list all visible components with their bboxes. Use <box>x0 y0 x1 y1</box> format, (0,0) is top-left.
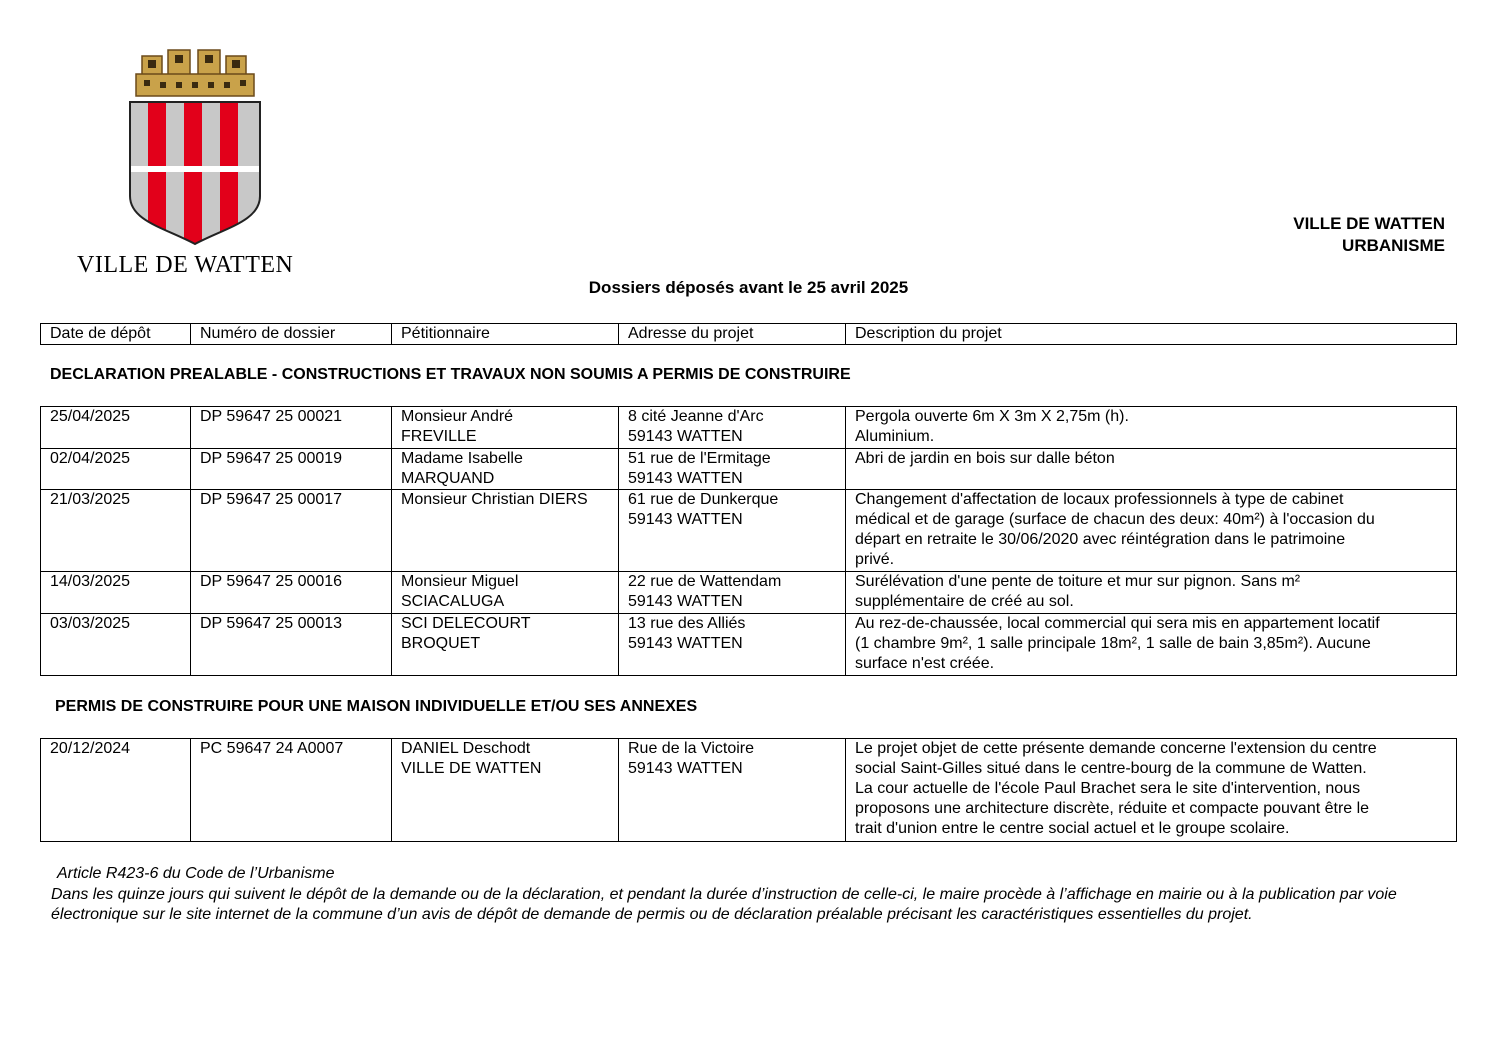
cell-address: 22 rue de Wattendam 59143 WATTEN <box>619 572 846 614</box>
cell-petitioner: Monsieur Miguel SCIACALUGA <box>392 572 619 614</box>
column-header-description: Description du projet <box>846 324 1457 345</box>
cell-dossier: DP 59647 25 00019 <box>191 449 392 490</box>
cell-description: Abri de jardin en bois sur dalle béton <box>846 449 1457 490</box>
cell-description: Au rez-de-chaussée, local commercial qui sera mis en appartement locatif (1 chambre 9m², 1 salle principale 18m², 1 salle de bain 3,85m²). Aucune surface n'est créée. <box>846 614 1457 676</box>
table-row <box>41 407 1457 449</box>
cell-address: 8 cité Jeanne d'Arc 59143 WATTEN <box>619 407 846 449</box>
page-title: Dossiers déposés avant le 25 avril 2025 <box>588 278 909 297</box>
section-title-permis-construire: PERMIS DE CONSTRUIRE POUR UNE MAISON INDIVIDUELLE ET/OU SES ANNEXES <box>55 698 698 715</box>
cell-address: 13 rue des Alliés 59143 WATTEN <box>619 614 846 676</box>
cell-dossier: DP 59647 25 00021 <box>191 407 392 449</box>
table-row <box>41 449 1457 490</box>
logo-text: VILLE DE WATTEN <box>77 252 294 278</box>
cell-address: Rue de la Victoire 59143 WATTEN <box>619 739 846 842</box>
cell-petitioner: DANIEL Deschodt VILLE DE WATTEN <box>392 739 619 842</box>
cell-dossier: DP 59647 25 00013 <box>191 614 392 676</box>
cell-date: 25/04/2025 <box>41 407 191 449</box>
cell-dossier: PC 59647 24 A0007 <box>191 739 392 842</box>
org-department: URBANISME <box>1342 236 1445 255</box>
table-row <box>41 490 1457 572</box>
cell-description: Changement d'affectation de locaux professionnels à type de cabinet médical et de garage (surface de chacun des deux: 40m²) à l'occasion du départ en retraite le 30/06/2020 avec réintégration dans le patrimoine privé. <box>846 490 1457 572</box>
cell-date: 14/03/2025 <box>41 572 191 614</box>
cell-petitioner: SCI DELECOURT BROQUET <box>392 614 619 676</box>
organization-header <box>1293 213 1445 257</box>
table-row <box>41 572 1457 614</box>
cell-date: 03/03/2025 <box>41 614 191 676</box>
article-title: Article R423-6 du Code de l’Urbanisme <box>57 865 335 882</box>
table-row <box>41 739 1457 842</box>
cell-petitioner: Monsieur André FREVILLE <box>392 407 619 449</box>
column-header-table <box>40 323 1457 345</box>
column-header-dossier: Numéro de dossier <box>191 324 392 345</box>
cell-address: 51 rue de l'Ermitage 59143 WATTEN <box>619 449 846 490</box>
watten-coat-of-arms-icon <box>120 46 270 246</box>
column-header-date: Date de dépôt <box>41 324 191 345</box>
column-header-petitioner: Pétitionnaire <box>392 324 619 345</box>
cell-date: 20/12/2024 <box>41 739 191 842</box>
cell-address: 61 rue de Dunkerque 59143 WATTEN <box>619 490 846 572</box>
cell-description: Surélévation d'une pente de toiture et mur sur pignon. Sans m² supplémentaire de créé au sol. <box>846 572 1457 614</box>
permis-construire-table <box>40 738 1457 842</box>
column-header-address: Adresse du projet <box>619 324 846 345</box>
org-name: VILLE DE WATTEN <box>1293 214 1445 233</box>
table-row <box>41 614 1457 676</box>
cell-description: Le projet objet de cette présente demande concerne l'extension du centre social Saint-Gilles situé dans le centre-bourg de la commune de Watten. La cour actuelle de l'école Paul Brachet sera le site d'intervention, nous proposons une architecture discrète, réduite et compacte pouvant être le trait d'union entre le centre social actuel et le groupe scolaire. <box>846 739 1457 842</box>
cell-dossier: DP 59647 25 00016 <box>191 572 392 614</box>
cell-petitioner: Madame Isabelle MARQUAND <box>392 449 619 490</box>
column-header-row <box>41 324 1457 345</box>
cell-dossier: DP 59647 25 00017 <box>191 490 392 572</box>
cell-petitioner: Monsieur Christian DIERS <box>392 490 619 572</box>
article-text: Dans les quinze jours qui suivent le dépôt de la demande ou de la déclaration, et pendant la durée d’instruction de celle-ci, le maire procède à l’affichage en mairie ou à la publication par voie électronique sur le site internet de la commune d’un avis de dépôt de demande de permis ou de déclaration préalable précisant les caractéristiques essentielles du projet. <box>51 885 1397 923</box>
article-notice <box>51 864 1451 926</box>
cell-date: 02/04/2025 <box>41 449 191 490</box>
declaration-prealable-table <box>40 406 1457 676</box>
cell-description: Pergola ouverte 6m X 3m X 2,75m (h). Aluminium. <box>846 407 1457 449</box>
section-title-declaration-prealable: DECLARATION PREALABLE - CONSTRUCTIONS ET TRAVAUX NON SOUMIS A PERMIS DE CONSTRUIRE <box>50 366 851 383</box>
cell-date: 21/03/2025 <box>41 490 191 572</box>
